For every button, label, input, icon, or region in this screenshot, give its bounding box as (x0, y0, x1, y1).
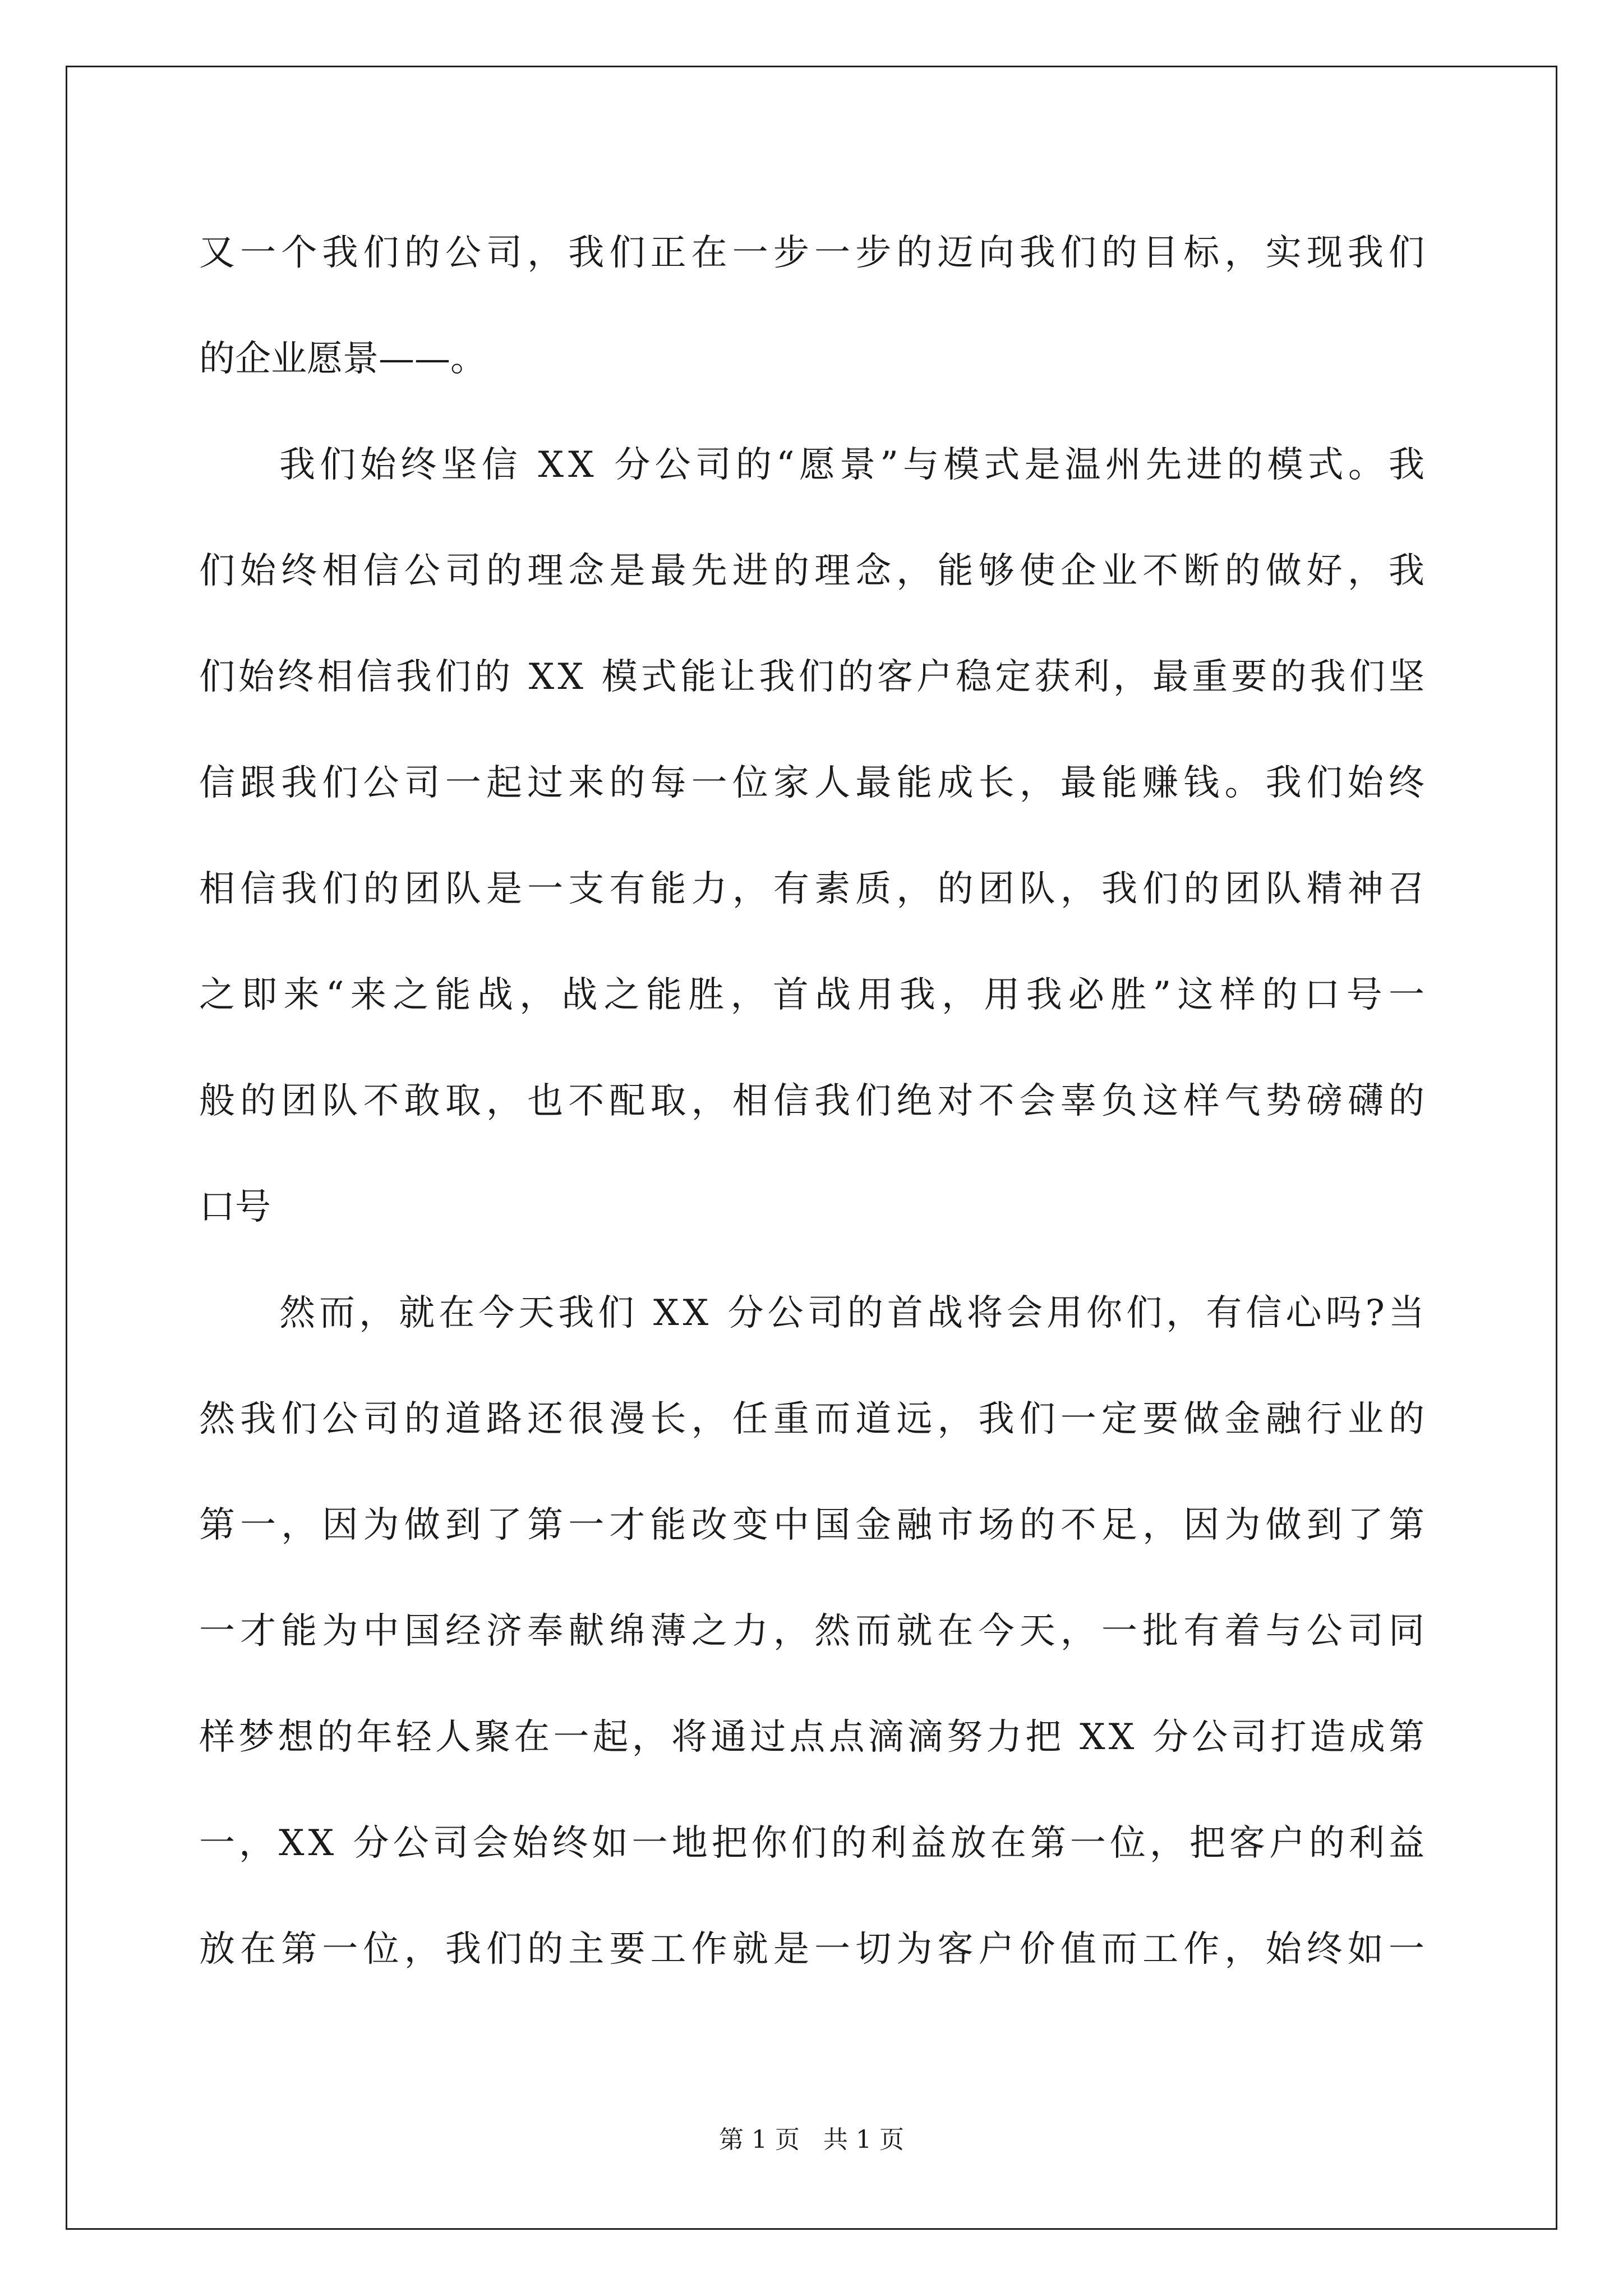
text-line: 之即来“来之能战，战之能胜，首战用我，用我必胜”这样的口号一 (199, 974, 1431, 1016)
text-line: 信跟我们公司一起过来的每一位家人最能成长，最能赚钱。我们始终 (199, 762, 1430, 804)
text-line: 放在第一位，我们的主要工作就是一切为客户价值而工作，始终如一 (199, 1929, 1430, 1970)
text-line: 相信我们的团队是一支有能力，有素质，的团队，我们的团队精神召 (199, 868, 1430, 910)
text-line: 然而，就在今天我们 XX 分公司的首战将会用你们，有信心吗?当 (279, 1292, 1429, 1334)
text-line: 然我们公司的道路还很漫长，任重而道远，我们一定要做金融行业的 (199, 1398, 1430, 1440)
text-line: 们始终相信我们的 XX 模式能让我们的客户稳定获利，最重要的我们坚 (199, 656, 1428, 698)
page-number-footer: 第 1 页 共 1 页 (719, 2125, 904, 2154)
text-line: 一才能为中国经济奉献绵薄之力，然而就在今天，一批有着与公司同 (199, 1611, 1430, 1652)
text-line: 第一，因为做到了第一才能改变中国金融市场的不足，因为做到了第 (199, 1504, 1430, 1546)
text-line: 口号 (199, 1186, 271, 1228)
text-line: 样梦想的年轻人聚在一起，将通过点点滴滴努力把 XX 分公司打造成第 (199, 1717, 1428, 1758)
text-line: 的企业愿景——。 (199, 338, 486, 380)
text-line: 一，XX 分公司会始终如一地把你们的利益放在第一位，把客户的利益 (199, 1823, 1429, 1864)
page-border (66, 66, 1557, 2230)
text-line: 们始终相信公司的理念是最先进的理念，能够使企业不断的做好，我 (199, 550, 1430, 592)
text-line: 般的团队不敢取，也不配取，相信我们绝对不会辜负这样气势磅礴的 (199, 1080, 1430, 1122)
text-line: 我们始终坚信 XX 分公司的“愿景”与模式是温州先进的模式。我 (279, 444, 1430, 486)
text-line: 又一个我们的公司，我们正在一步一步的迈向我们的目标，实现我们 (199, 232, 1430, 274)
